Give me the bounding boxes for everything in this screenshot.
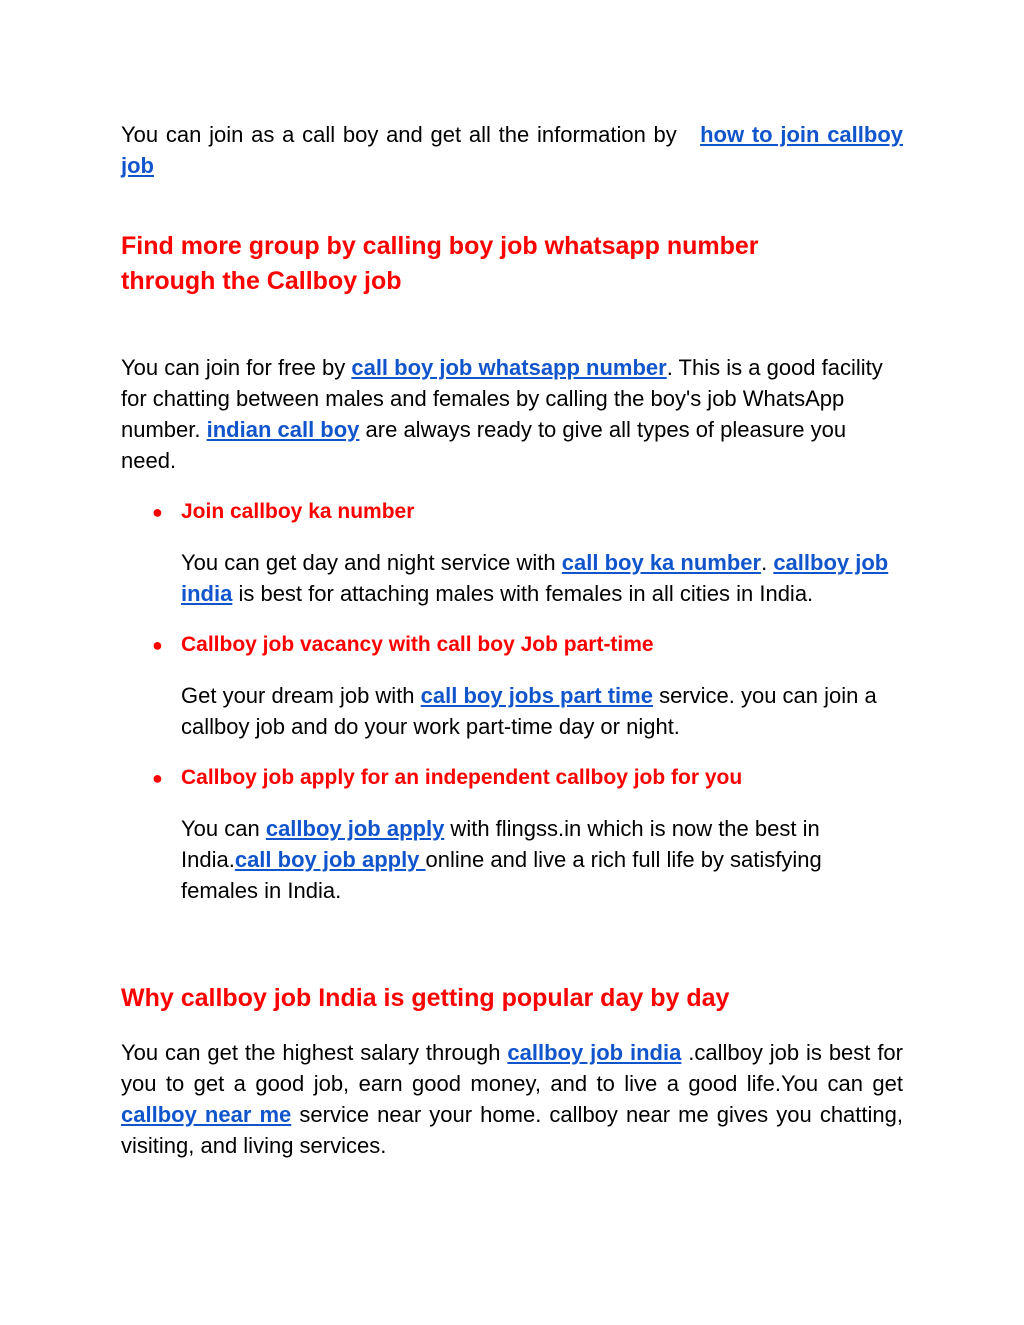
bullet-2-text-b: service. you can join a callboy job and do your work part-time day or night. — [181, 683, 877, 739]
bullet-title-2 — [121, 630, 903, 660]
bullet-1-text-c: is best for attaching males with females in all cities in India. — [232, 581, 814, 606]
bullet-dot-icon: ● — [152, 635, 163, 655]
section2-text-1: You can get the highest salary through — [121, 1040, 508, 1065]
callboy-near-me-link[interactable]: callboy near me — [121, 1102, 292, 1127]
bullet-2-text-a: Get your dream job with — [181, 683, 421, 708]
bullet-title-3-text: Callboy job apply for an independent callboy job for you — [181, 766, 743, 789]
bullet-text-1 — [181, 547, 903, 609]
section2-text-2: .callboy job is best for you to get a good job, earn good money, and to live a good life.You can get — [121, 1040, 903, 1096]
call-boy-jobs-part-time-link[interactable]: call boy jobs part time — [420, 683, 653, 708]
bullet-title-2-text: Callboy job vacancy with call boy Job part-time — [181, 633, 654, 656]
bullet-title-1 — [121, 497, 903, 527]
bullet-title-1-text: Join callboy ka number — [181, 500, 415, 523]
section1-text-3: are always ready to give all types of pleasure you need. — [121, 417, 847, 473]
section2-paragraph — [121, 1037, 903, 1161]
call-boy-ka-number-link[interactable]: call boy ka number — [561, 550, 762, 575]
section1-text-2: . This is a good facility for chatting between males and females by calling the boy's job WhatsApp number. — [121, 355, 883, 442]
bullet-dot-icon: ● — [152, 768, 163, 788]
callboy-job-india-link-2[interactable]: callboy job india — [507, 1040, 682, 1065]
intro-text: You can join as a call boy and get all the information by — [121, 122, 685, 147]
section1-heading: Find more group by calling boy job whatsapp number through the Callboy job — [121, 232, 759, 295]
section1-paragraph — [121, 352, 903, 476]
bullet-3-text-b: with flingss.in which is now the best in India. — [181, 816, 820, 872]
bullet-1-text-a: You can get day and night service with — [181, 550, 562, 575]
bullet-text-2 — [181, 680, 903, 742]
section1-text-1: You can join for free by — [121, 355, 352, 380]
bullet-1-text-b: . — [761, 550, 774, 575]
bullet-item-1 — [121, 497, 903, 609]
section2-heading: Why callboy job India is getting popular day by day — [121, 984, 730, 1012]
section2-text-3: service near your home. callboy near me gives you chatting, visiting, and living services. — [121, 1102, 903, 1158]
callboy-job-india-link[interactable]: callboy job india — [181, 550, 889, 606]
how-to-join-link[interactable]: how to join callboy job — [121, 122, 904, 178]
call-boy-job-apply-link[interactable]: call boy job apply — [234, 847, 426, 872]
indian-call-boy-link[interactable]: indian call boy — [206, 417, 360, 442]
bullet-text-3 — [181, 813, 903, 906]
intro-paragraph — [121, 119, 903, 181]
bullet-item-2 — [121, 630, 903, 742]
callboy-job-apply-link[interactable]: callboy job apply — [265, 816, 445, 841]
bullet-3-text-c: online and live a rich full life by satisfying females in India. — [181, 847, 822, 903]
bullet-dot-icon: ● — [152, 502, 163, 522]
bullet-title-3 — [121, 763, 903, 793]
whatsapp-number-link[interactable]: call boy job whatsapp number — [351, 355, 667, 380]
bullet-3-text-a: You can — [181, 816, 266, 841]
bullet-item-3 — [121, 763, 903, 906]
